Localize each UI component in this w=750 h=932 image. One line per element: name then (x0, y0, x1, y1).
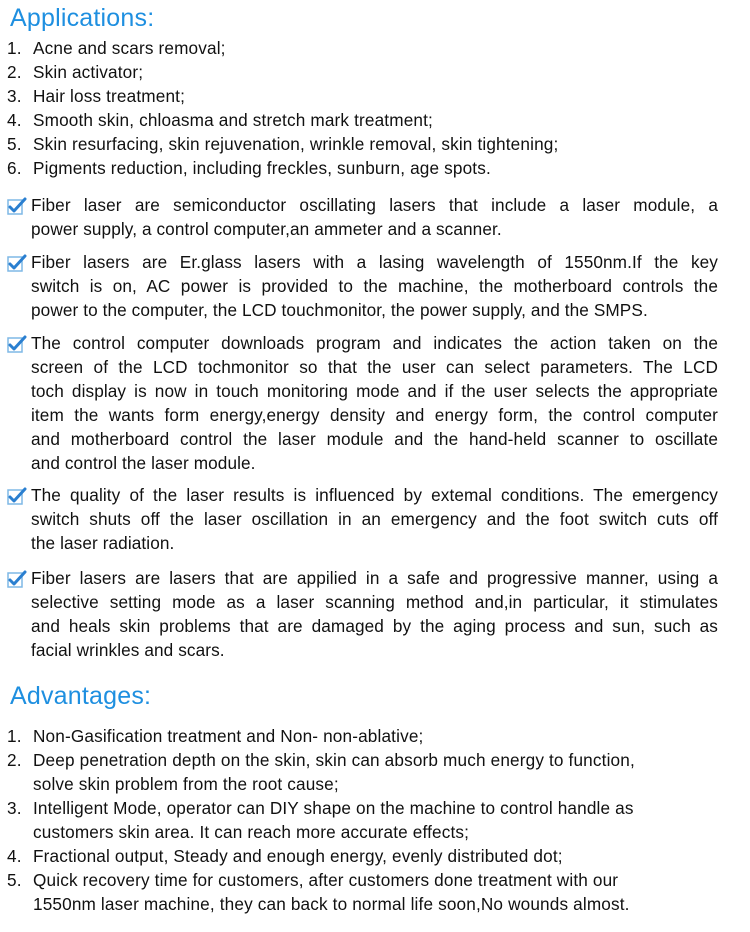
checked-paragraph: Fiber lasers are lasers that are appilied in a safe and progressive manner, using a selective setting mode as a laser scanning method and,in particular, it stimulates and heals skin problems that are damaged by the aging process and sun, such as facial wrinkles and scars. (7, 566, 718, 662)
list-item: 1. Acne and scars removal; (7, 38, 226, 58)
list-item: 5. Skin resurfacing, skin rejuvenation, wrinkle removal, skin tightening; (7, 134, 559, 154)
checkbox-checked-icon (7, 570, 27, 588)
checkbox-checked-icon (7, 197, 27, 215)
list-item-continuation: customers skin area. It can reach more accurate effects; (33, 822, 470, 842)
checkbox-checked-icon (7, 335, 27, 353)
list-item: 1. Non-Gasification treatment and Non- non-ablative; (7, 726, 424, 746)
advantages-heading: Advantages: (10, 682, 152, 710)
list-item: 3. Hair loss treatment; (7, 86, 186, 106)
list-item: 6. Pigments reduction, including freckles, sunburn, age spots. (7, 158, 491, 178)
list-item: 2. Deep penetration depth on the skin, skin can absorb much energy to function, (7, 750, 635, 770)
list-item: 5. Quick recovery time for customers, after customers done treatment with our (7, 870, 619, 890)
checkbox-checked-icon (7, 254, 27, 272)
list-item: 4. Smooth skin, chloasma and stretch mark treatment; (7, 110, 433, 130)
list-item-continuation: 1550nm laser machine, they can back to normal life soon,No wounds almost. (33, 894, 630, 914)
list-item-continuation: solve skin problem from the root cause; (33, 774, 339, 794)
applications-heading: Applications: (10, 4, 155, 32)
checked-paragraph: Fiber lasers are Er.glass lasers with a lasing wavelength of 1550nm.If the key switch is on, AC power is provided to the machine, the motherboard controls the power to the computer, the LCD touchmonitor, the power supply, and the SMPS. (7, 250, 718, 322)
list-item: 2. Skin activator; (7, 62, 144, 82)
checked-paragraph: Fiber laser are semiconductor oscillating lasers that include a laser module, a power supply, a control computer,an ammeter and a scanner. (7, 193, 718, 241)
list-item: 3. Intelligent Mode, operator can DIY shape on the machine to control handle as (7, 798, 634, 818)
checked-paragraph: The control computer downloads program and indicates the action taken on the screen of the LCD tochmonitor so that the user can select parameters. The LCD toch display is now in touch monitoring mode and if the user selects the appropriate item the wants form energy,energy density and energy form, the control computer and motherboard control the laser module and the hand-held scanner to oscillate and control the laser module. (7, 331, 718, 475)
checkbox-checked-icon (7, 487, 27, 505)
list-item: 4. Fractional output, Steady and enough energy, evenly distributed dot; (7, 846, 563, 866)
checked-paragraph: The quality of the laser results is influenced by extemal conditions. The emergency switch shuts off the laser oscillation in an emergency and the foot switch cuts off the laser radiation. (7, 483, 718, 555)
